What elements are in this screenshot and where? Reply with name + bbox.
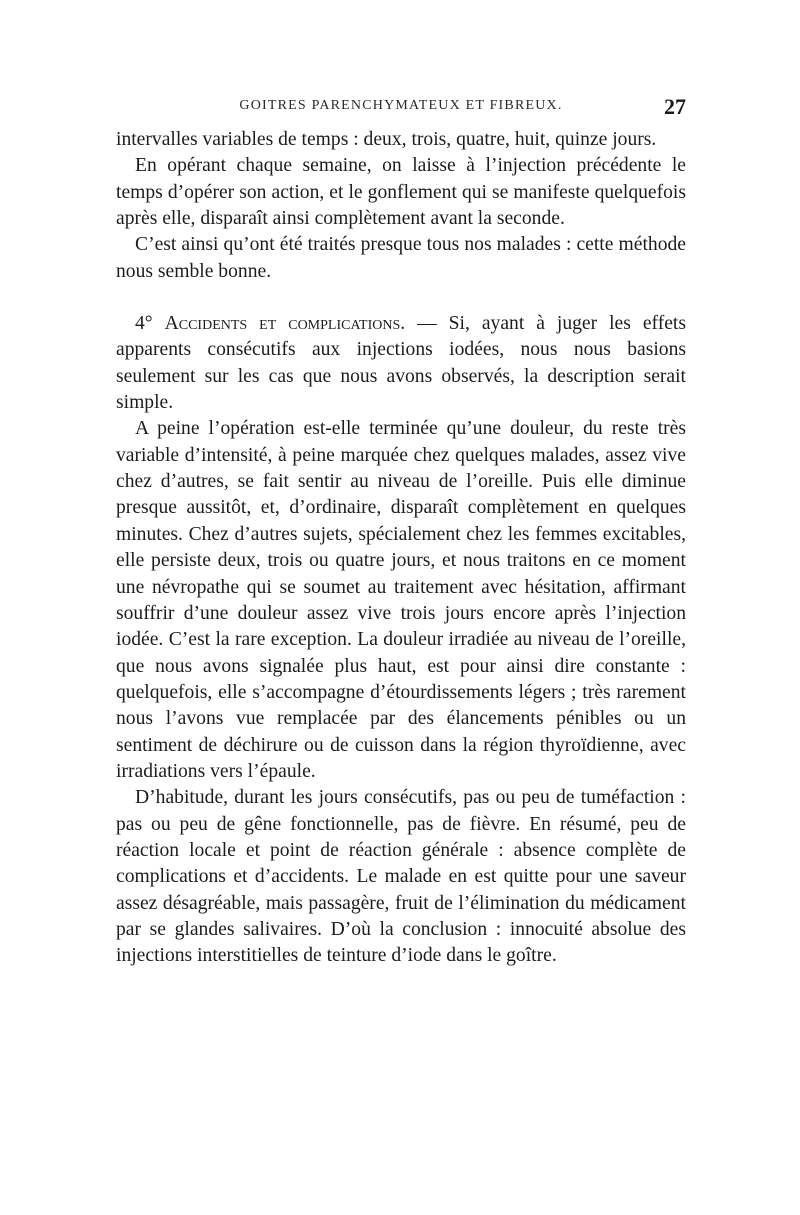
paragraph: A peine l’opération est-elle terminée qu’une douleur, du reste très variable d’intensité, à peine marquée chez quelques malades, assez vive chez d’autres, se fait sentir au niveau de l’oreille. Puis elle diminue presque aussitôt, et, d’ordinaire, disparaît complètement en quelques minutes. Chez d’autres sujets, spécialement chez les femmes excitables, elle persiste deux, trois ou quatre jours, et nous traitons en ce moment une névropathe qui se soumet au traitement avec hésitation, affirmant souffrir d’une douleur assez vive trois jours encore après l’injection iodée. C’est la rare exception. La douleur irradiée au niveau de l’oreille, que nous avons signalée plus haut, est pour ainsi dire constante : quelquefois, elle s’accompagne d’étourdissements légers ; très rarement nous l’avons vue remplacée par des élancements pénibles ou un sentiment de déchirure ou de cuisson dans la région thyroïdienne, avec irradiations vers l’épaule. — [116, 418, 686, 782]
running-title: GOITRES PARENCHYMATEUX ET FIBREUX. — [239, 98, 563, 113]
section-text: — Si, ayant à juger les effets apparents consécutifs aux injections iodées, nous nous basions seulement sur les cas que nous avons observés, la description serait simple. — [116, 313, 686, 414]
section-heading: Accidents et complications. — [164, 313, 406, 335]
body-text — [116, 127, 686, 970]
paragraph: D’habitude, durant les jours consécutifs, pas ou peu de tuméfaction : pas ou peu de gêne fonctionnelle, pas de fièvre. En résumé, peu de réaction locale et point de réaction générale : absence complète de complications et d’accidents. Le malade en est quitte pour une saveur assez désagréable, mais passagère, fruit de l’élimination du médicament par se glandes salivaires. D’où la conclusion : innocuité absolue des injections interstitielles de teinture d’iode dans le goître. — [116, 787, 686, 967]
paragraph: En opérant chaque semaine, on laisse à l’injection précédente le temps d’opérer son action, et le gonflement qui se manifeste quelquefois après elle, disparaît ainsi complètement avant la seconde. — [116, 155, 686, 230]
page-number: 27 — [664, 94, 686, 119]
paragraph-continuation: intervalles variables de temps : deux, trois, quatre, huit, quinze jours. — [116, 129, 657, 150]
paragraph: C’est ainsi qu’ont été traités presque tous nos malades : cette méthode nous semble bonne. — [116, 234, 686, 282]
section-paragraph — [116, 311, 686, 416]
running-header — [116, 96, 686, 120]
section-number: 4° — [135, 313, 153, 335]
